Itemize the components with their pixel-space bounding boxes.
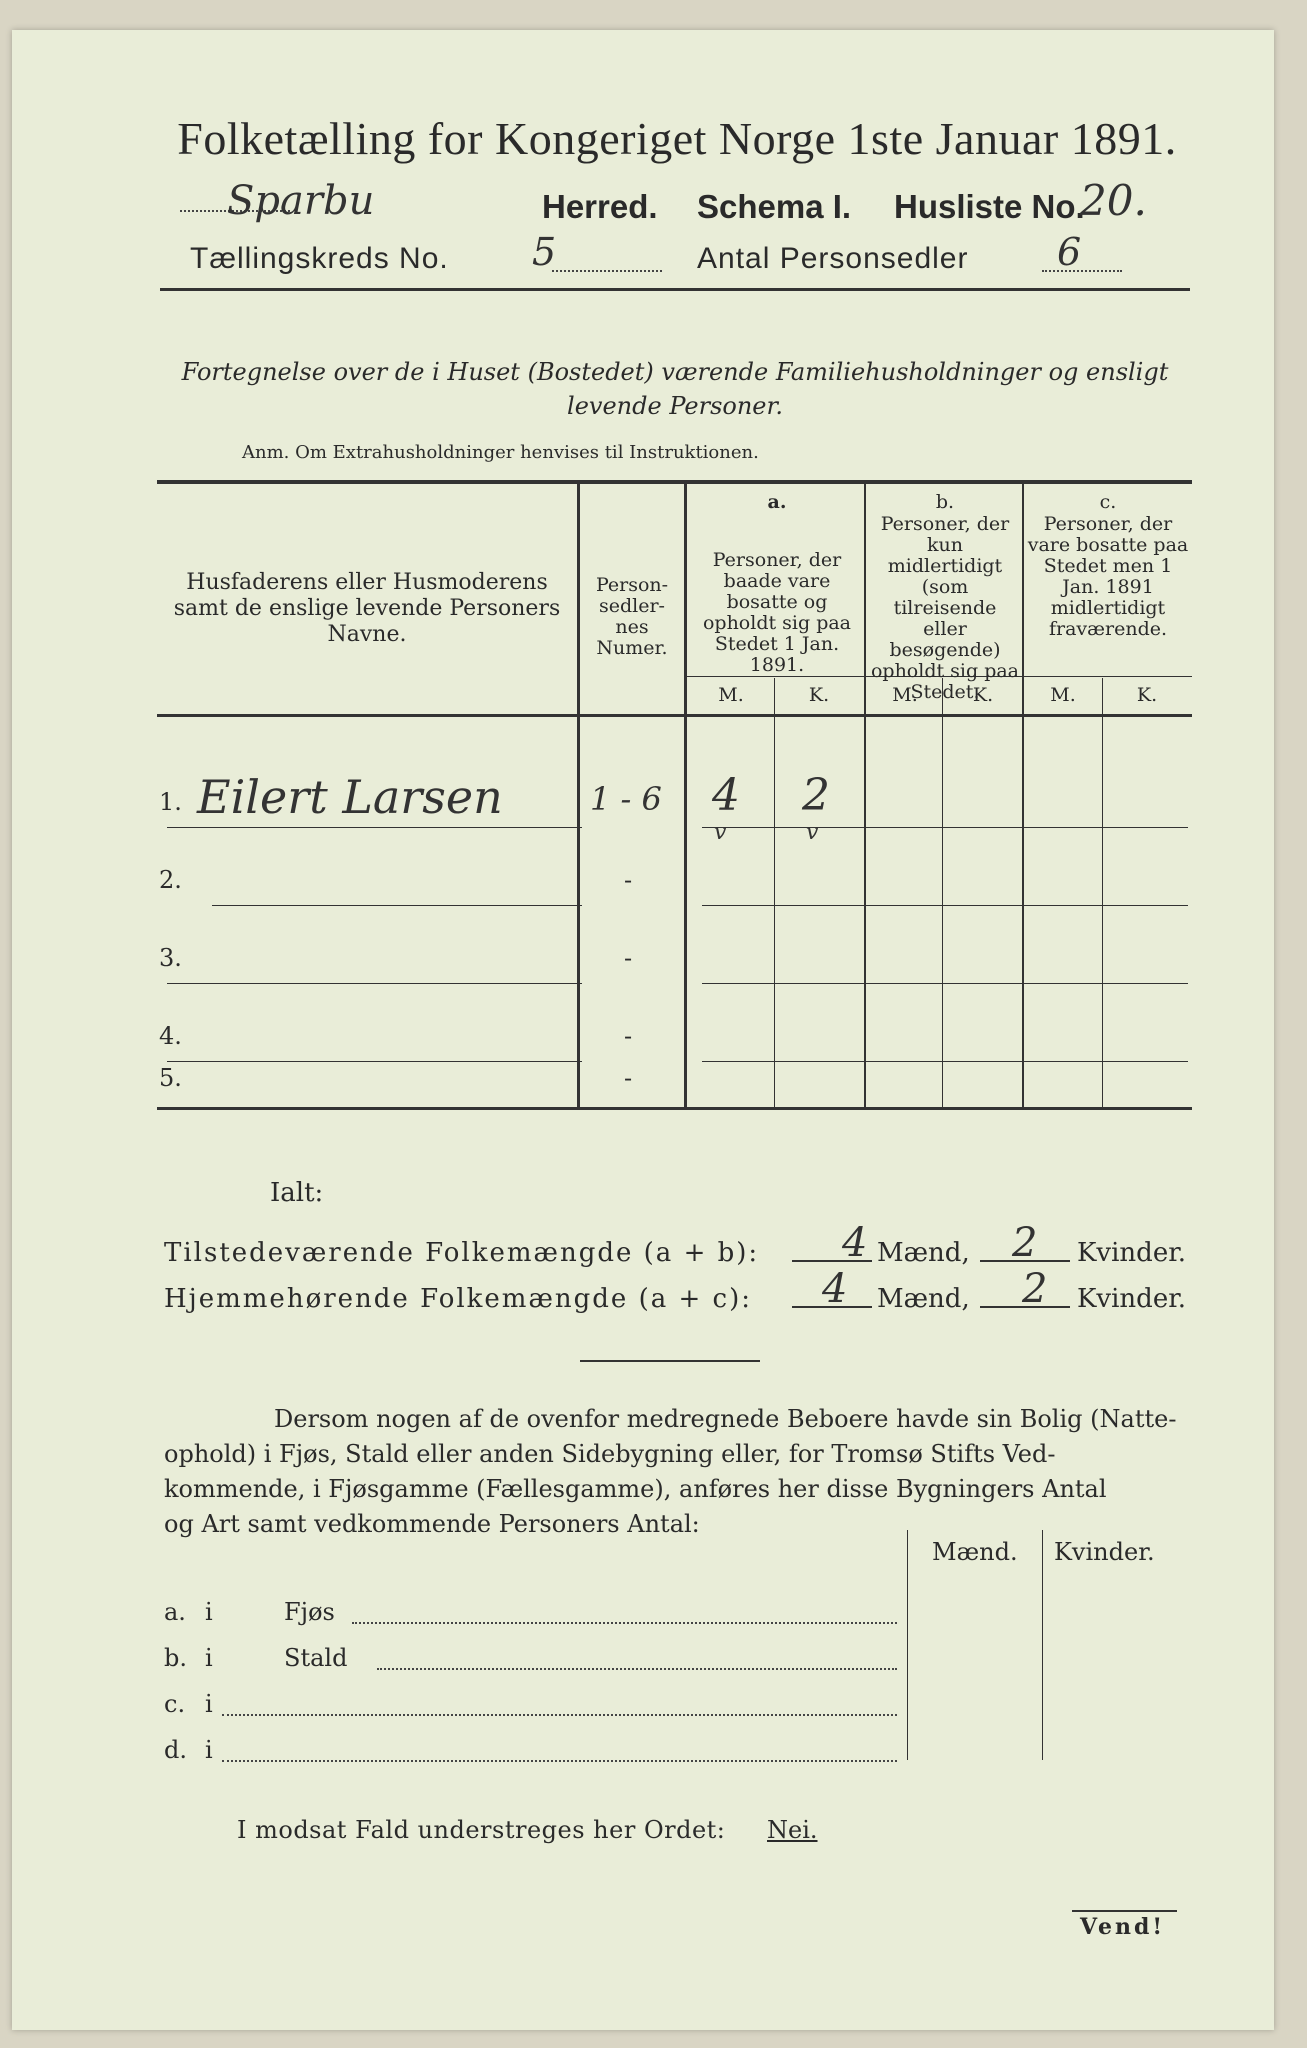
c-k-header: K. [1136,684,1158,706]
a-k-header: K. [808,684,830,706]
col-a-header: Personer, der baade vare bosatte og opholdt sig paa Stedet 1 Jan. 1891. [702,549,852,676]
a-m-header: M. [718,684,744,706]
hjem-maend: Mænd, [877,1284,970,1314]
row-1-a-m-check: v [714,820,727,845]
intro-description: Fortegnelse over de i Huset (Bostedet) værende Familiehusholdninger og ensligt levende Personer. [181,358,1169,420]
outbuild-row-d-dots [222,1760,897,1762]
outbuild-divider-1 [907,1530,908,1760]
outbuild-line-1: Dersom nogen af de ovenfor medregnede Beboere havde sin Bolig (Natte- [274,1405,1177,1433]
outbuild-row-b-label: Stald [284,1644,348,1672]
row-3-number: 3. [159,944,182,972]
tilst-label: Tilstedeværende Folkemængde (a + b): [164,1238,760,1268]
outbuild-kvinder-header: Kvinder. [1054,1538,1155,1566]
outbuild-divider-2 [1042,1530,1043,1760]
row-line-4b [702,1061,1188,1062]
col-b-letter: b. [935,491,955,513]
row-line-3b [702,983,1188,984]
outbuild-row-d-i: i [205,1736,213,1764]
row-1-a-m: 4 [712,770,740,821]
outbuild-row-a-letter: a. [164,1598,186,1626]
kreds-label: Tællingskreds No. [190,242,449,275]
row-1-a-k-check: v [806,820,819,845]
husliste-value: 20. [1080,176,1147,225]
tilst-kvinder: Kvinder. [1077,1238,1187,1268]
herred-label: Herred. [542,188,658,225]
row-4-number: 4. [159,1022,182,1050]
tilst-k-value: 2 [1012,1220,1038,1266]
hjem-m-value: 4 [822,1266,848,1312]
kreds-value: 5 [532,230,557,274]
col-b-header: Personer, der kun midlertidigt (som tilreisende eller besøgende) opholdt sig paa Stedet. [870,513,1020,703]
hjem-k-value: 2 [1022,1266,1048,1312]
col-divider-1 [577,482,580,1109]
outbuild-line-2: ophold) i Fjøs, Stald eller anden Sidebygning eller, for Tromsø Stifts Ved- [164,1440,1056,1468]
row-1-name: Eilert Larsen [197,770,503,824]
tilst-maend: Mænd, [877,1238,970,1268]
col-divider-4 [1022,482,1024,1109]
outbuild-row-d-letter: d. [164,1736,187,1764]
tilst-m-value: 4 [842,1220,868,1266]
row-1-number: 1. [159,788,182,816]
antal-value: 6 [1057,230,1082,274]
ialt-label: Ialt: [270,1178,324,1208]
form-title: Folketælling for Kongeriget Norge 1ste Januar 1891. [177,113,1177,164]
husliste-label: Husliste No. [894,188,1085,225]
row-line-3 [167,983,582,984]
row-5-numer: - [624,1064,633,1092]
nei-word: Nei. [767,1816,818,1844]
c-m-header: M. [1050,684,1076,706]
row-line-2b [702,905,1188,906]
row-2-number: 2. [159,866,182,894]
table-bottom-rule [157,1107,1192,1110]
col-a-letter: a. [767,491,787,513]
outbuild-row-a-dots [352,1622,897,1624]
col-c-letter: c. [1099,491,1117,513]
row-4-numer: - [624,1022,633,1050]
row-1-numer: 1 - 6 [590,780,662,818]
col-divider-2 [684,482,687,1109]
antal-label: Antal Personsedler [697,242,969,275]
col-name-header: Husfaderens eller Husmoderens samt de enslige levende Personers Navne. [173,570,561,647]
herred-value: Sparbu [227,178,375,224]
outbuild-maend-header: Mænd. [932,1538,1018,1566]
modsat-text: I modsat Fald understreges her Ordet: [237,1816,726,1844]
row-3-numer: - [624,944,633,972]
vend-rule [1072,1910,1177,1912]
row-2-numer: - [624,866,633,894]
outbuild-line-3: kommende, i Fjøsgamme (Fællesgamme), anføres her disse Bygningers Antal [164,1475,1107,1503]
hjem-label: Hjemmehørende Folkemængde (a + c): [164,1284,752,1314]
outbuild-row-c-letter: c. [164,1690,186,1718]
outbuild-row-b-i: i [205,1644,213,1672]
table-header-rule [157,714,1192,717]
outbuild-row-a-label: Fjøs [284,1598,335,1626]
row-1-a-k: 2 [802,770,830,821]
outbuild-line-4: og Art samt vedkommende Personers Antal: [164,1510,700,1538]
row-line-4 [167,1061,582,1062]
row-line-2 [212,905,582,906]
col-divider-a [774,678,775,1108]
table-top-rule [157,480,1192,484]
col-c-header: Personer, der vare bosatte paa Stedet men 1 Jan. 1891 midlertidigt fraværende. [1027,513,1189,640]
vend-text: Vend! [1080,1914,1166,1940]
b-k-header: K. [972,684,994,706]
outbuild-row-b-dots [377,1668,897,1670]
col-numer-header: Person-sedler-nes Numer. [595,574,669,659]
col-divider-c [1102,678,1103,1108]
row-5-number: 5. [159,1064,182,1092]
col-divider-b [942,678,943,1108]
antal-dots [1042,270,1122,272]
kreds-dots [552,270,662,272]
row-line-1b [702,827,1188,828]
census-form [12,30,1274,2030]
hjem-kvinder: Kvinder. [1077,1284,1187,1314]
schema-label: Schema I. [697,188,852,225]
outbuild-row-a-i: i [205,1598,213,1626]
header-rule [160,288,1190,291]
outbuild-row-c-i: i [205,1690,213,1718]
col-divider-3 [864,482,866,1109]
row-line-1 [167,827,582,828]
outbuild-row-b-letter: b. [164,1644,187,1672]
outbuild-row-c-dots [222,1714,897,1716]
outbuild-paragraph [164,1402,1184,1542]
intro-anm: Anm. Om Extrahusholdninger henvises til Instruktionen. [242,442,759,463]
b-m-header: M. [892,684,918,706]
section-divider [580,1360,760,1362]
